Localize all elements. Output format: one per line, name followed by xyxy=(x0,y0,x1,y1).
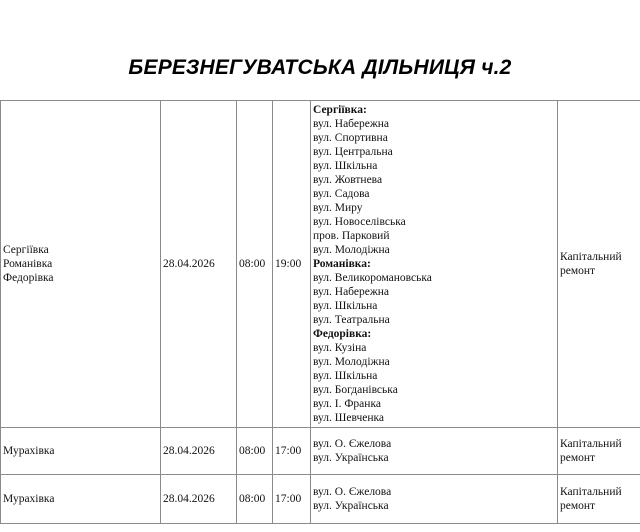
street-name: вул. Новоселівська xyxy=(313,216,406,228)
streets-cell xyxy=(311,475,558,524)
streets-cell xyxy=(311,428,558,475)
street-name: вул. Шкільна xyxy=(313,160,378,172)
street-name: вул. О. Єжелова xyxy=(313,486,392,498)
table-row xyxy=(1,428,640,475)
reason-text: Капітальний xyxy=(560,438,622,450)
street-name: вул. Спортивна xyxy=(313,132,388,144)
date-cell: 28.04.2026 xyxy=(161,475,237,524)
table-row xyxy=(1,101,640,428)
date-cell: 28.04.2026 xyxy=(161,428,237,475)
reason-cell xyxy=(558,428,640,475)
streets-cell xyxy=(311,101,558,428)
street-name: вул. О. Єжелова xyxy=(313,438,392,450)
villages-cell xyxy=(1,428,161,475)
village-heading: Федорівка: xyxy=(313,328,372,340)
villages-cell xyxy=(1,101,161,428)
start-time-cell: 08:00 xyxy=(237,101,273,428)
villages-cell xyxy=(1,475,161,524)
page-title: БЕРЕЗНЕГУВАТСЬКА ДІЛЬНИЦЯ ч.2 xyxy=(128,56,512,79)
reason-text: ремонт xyxy=(560,452,596,464)
start-time-cell: 08:00 xyxy=(237,428,273,475)
reason-cell xyxy=(558,101,640,428)
village-name: Сергіївка xyxy=(3,244,49,256)
village-name: Мурахівка xyxy=(3,445,55,457)
reason-text: Капітальний xyxy=(560,486,622,498)
street-name: вул. Центральна xyxy=(313,146,393,158)
street-name: вул. Українська xyxy=(313,452,389,464)
reason-text: ремонт xyxy=(560,500,596,512)
village-name: Федорівка xyxy=(3,272,54,284)
village-name: Мурахівка xyxy=(3,493,55,505)
date-cell: 28.04.2026 xyxy=(161,101,237,428)
end-time-cell: 17:00 xyxy=(273,475,311,524)
street-name: вул. Великоромановська xyxy=(313,272,432,284)
table-row xyxy=(1,475,640,524)
street-name: вул. Богданівська xyxy=(313,384,398,396)
village-heading: Романівка: xyxy=(313,258,371,270)
street-name: вул. І. Франка xyxy=(313,398,381,410)
reason-text: Капітальний xyxy=(560,251,622,263)
outage-schedule-table xyxy=(0,100,640,524)
street-name: вул. Кузіна xyxy=(313,342,367,354)
street-name: вул. Молодіжна xyxy=(313,356,390,368)
street-name: вул. Шкільна xyxy=(313,370,378,382)
street-name: вул. Шевченка xyxy=(313,412,385,424)
street-name: вул. Набережна xyxy=(313,118,390,130)
street-name: вул. Молодіжна xyxy=(313,244,390,256)
street-name: вул. Набережна xyxy=(313,286,390,298)
start-time-cell: 08:00 xyxy=(237,475,273,524)
street-name: пров. Парковий xyxy=(313,230,390,242)
street-name: вул. Миру xyxy=(313,202,363,214)
street-name: вул. Шкільна xyxy=(313,300,378,312)
street-name: вул. Українська xyxy=(313,500,389,512)
end-time-cell: 17:00 xyxy=(273,428,311,475)
village-name: Романівка xyxy=(3,258,53,270)
street-name: вул. Садова xyxy=(313,188,370,200)
street-name: вул. Жовтнева xyxy=(313,174,383,186)
street-name: вул. Театральна xyxy=(313,314,390,326)
end-time-cell: 19:00 xyxy=(273,101,311,428)
reason-cell xyxy=(558,475,640,524)
village-heading: Сергіївка: xyxy=(313,104,367,116)
reason-text: ремонт xyxy=(560,265,596,277)
